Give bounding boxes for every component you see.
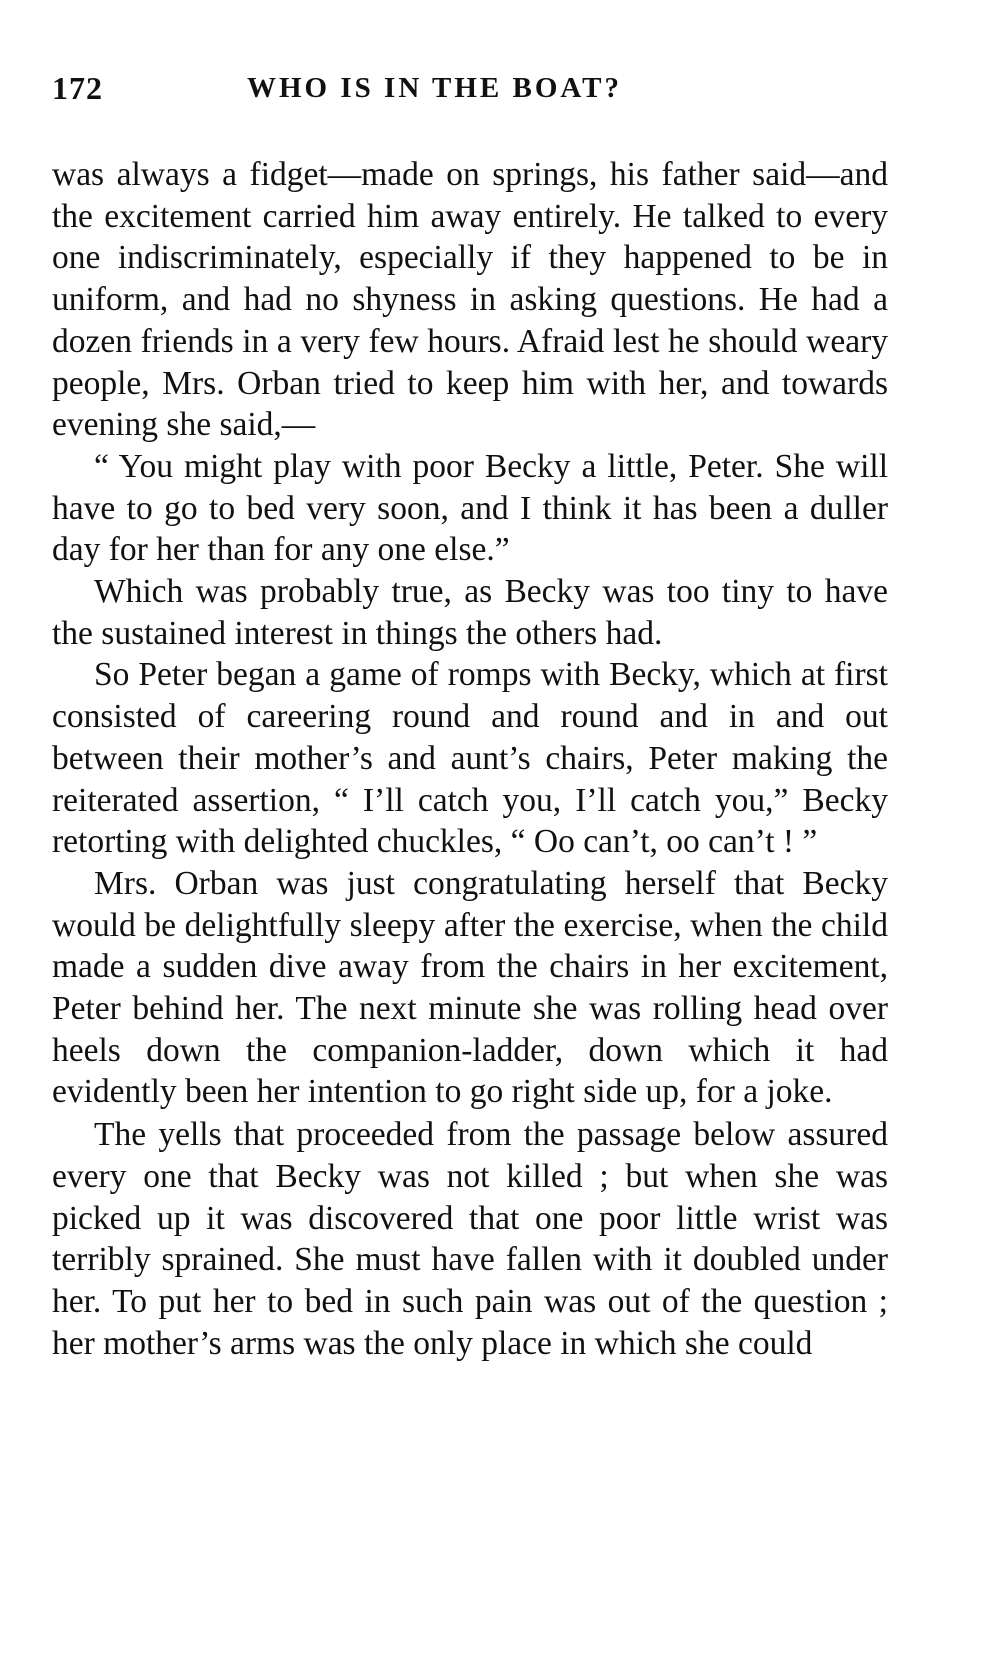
paragraph: The yells that proceeded from the passage below assured every one that Becky was not killed ; but when she was picked up it was discovered that one poor little wrist was terribly sprained. She must have fallen with it doubled under her. To put her to bed in such pain was out of the question ; her mother’s arms was the only place in which she could <box>52 1116 888 1362</box>
paragraph: Which was probably true, as Becky was too tiny to have the sustained interest in things the others had. <box>52 573 888 652</box>
paragraph: So Peter began a game of romps with Becky, which at first consisted of careering round and round and in and out between their mother’s and aunt’s chairs, Peter making the reiterated assertion, “ I’ll catch you, I’ll catch you,” Becky retorting with delighted chuckles, “ Oo can’t, oo can’t ! ” <box>52 656 888 861</box>
body-text <box>52 154 888 1364</box>
running-title: WHO IS IN THE BOAT? <box>247 72 623 104</box>
paragraph: Mrs. Orban was just congratulating herself that Becky would be delightfully sleepy after the exercise, when the child made a sudden dive away from the chairs in her excitement, Peter behind her. The next minute she was rolling head over heels down the companion-ladder, down which it had evidently been her intention to go right side up, for a joke. <box>52 864 888 1111</box>
paragraph: “ You might play with poor Becky a little, Peter. She will have to go to bed very soon, and I think it has been a duller day for her than for any one else.” <box>52 447 888 569</box>
running-header <box>52 70 888 120</box>
book-page <box>52 70 888 1364</box>
paragraph: was always a fidget—made on springs, his father said—and the excitement carried him away entirely. He talked to every one indiscriminately, especially if they happened to be in uniform, and had no shyness in asking questions. He had a dozen friends in a very few hours. Afraid lest he should weary people, Mrs. Orban tried to keep him with her, and towards evening she said,— <box>52 156 888 444</box>
page-number: 172 <box>52 70 103 106</box>
